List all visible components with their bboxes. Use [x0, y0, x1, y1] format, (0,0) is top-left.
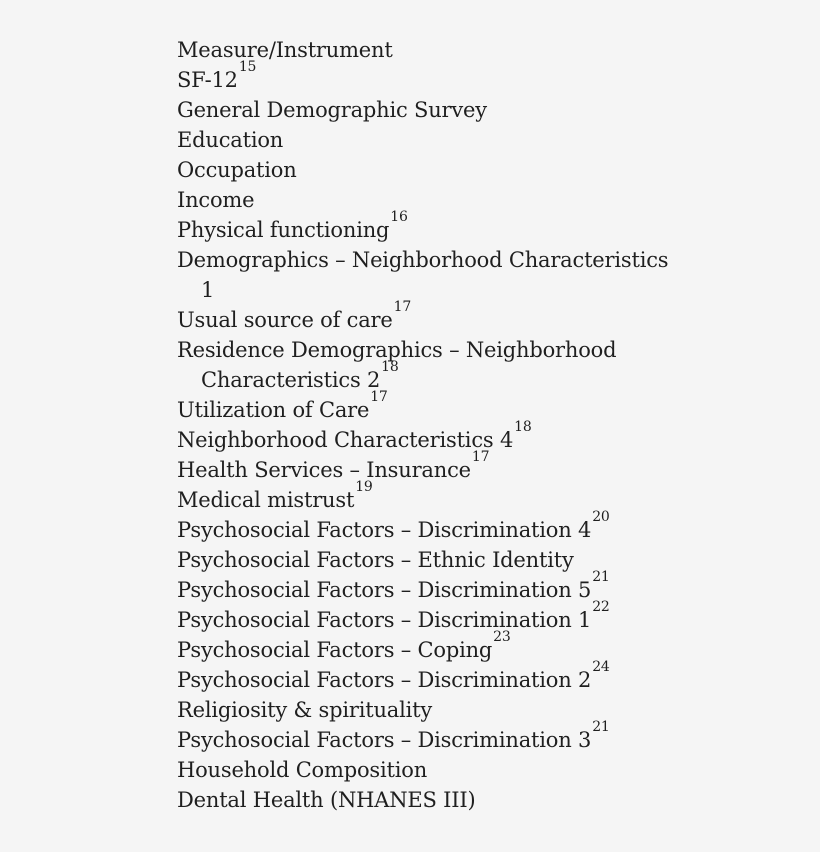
reference-superscript: 23	[493, 629, 511, 645]
item-label: Psychosocial Factors – Discrimination 3	[177, 728, 592, 752]
reference-superscript: 19	[355, 479, 373, 495]
list-item	[177, 275, 668, 305]
reference-superscript: 15	[238, 59, 257, 75]
list-item	[177, 245, 668, 275]
list-item	[177, 185, 668, 215]
item-label: Psychosocial Factors – Discrimination 5	[177, 578, 592, 602]
item-label: SF-12	[177, 68, 238, 92]
item-label: Measure/Instrument	[177, 38, 393, 62]
list-item	[177, 59, 668, 95]
reference-superscript: 22	[592, 599, 610, 615]
item-label: Dental Health (NHANES III)	[177, 788, 476, 812]
item-label: Psychosocial Factors – Discrimination 4	[177, 518, 592, 542]
reference-superscript: 16	[390, 209, 408, 225]
list-item	[177, 599, 668, 635]
item-label: Income	[177, 188, 255, 212]
list-item	[177, 509, 668, 545]
list-item	[177, 359, 668, 395]
item-label: Medical mistrust	[177, 488, 355, 512]
list-item	[177, 449, 668, 485]
reference-superscript: 21	[592, 719, 610, 735]
reference-superscript: 20	[592, 509, 610, 525]
reference-superscript: 17	[370, 389, 388, 405]
item-label: Household Composition	[177, 758, 428, 782]
reference-superscript: 24	[592, 659, 610, 675]
list-item	[177, 209, 668, 245]
item-label: 1	[201, 278, 215, 302]
list-item	[177, 719, 668, 755]
item-label: Psychosocial Factors – Discrimination 1	[177, 608, 592, 632]
item-label: Demographics – Neighborhood Characteristics	[177, 248, 669, 272]
reference-superscript: 21	[592, 569, 610, 585]
item-label: Usual source of care	[177, 308, 393, 332]
item-label: Education	[177, 128, 284, 152]
item-label: Psychosocial Factors – Ethnic Identity	[177, 548, 574, 572]
item-label: Physical functioning	[177, 218, 390, 242]
reference-superscript: 17	[471, 449, 490, 465]
list-item	[177, 299, 668, 335]
item-label: Psychosocial Factors – Coping	[177, 638, 493, 662]
list-item	[177, 335, 668, 365]
item-label: Characteristics 2	[201, 368, 381, 392]
item-label: Residence Demographics – Neighborhood	[177, 338, 617, 362]
item-label: Occupation	[177, 158, 297, 182]
list-item	[177, 389, 668, 425]
item-label: Religiosity & spirituality	[177, 698, 433, 722]
reference-superscript: 17	[393, 299, 412, 315]
list-item	[177, 155, 668, 185]
list-item	[177, 785, 668, 815]
list-item	[177, 125, 668, 155]
reference-superscript: 18	[381, 359, 399, 375]
item-label: General Demographic Survey	[177, 98, 487, 122]
item-label: Psychosocial Factors – Discrimination 2	[177, 668, 592, 692]
reference-superscript: 18	[514, 419, 532, 435]
item-label: Neighborhood Characteristics 4	[177, 428, 514, 452]
item-label: Health Services – Insurance	[177, 458, 471, 482]
instrument-list	[177, 35, 668, 815]
list-item	[177, 419, 668, 455]
list-item	[177, 95, 668, 125]
list-item	[177, 755, 668, 785]
item-label: Utilization of Care	[177, 398, 370, 422]
list-item	[177, 659, 668, 695]
